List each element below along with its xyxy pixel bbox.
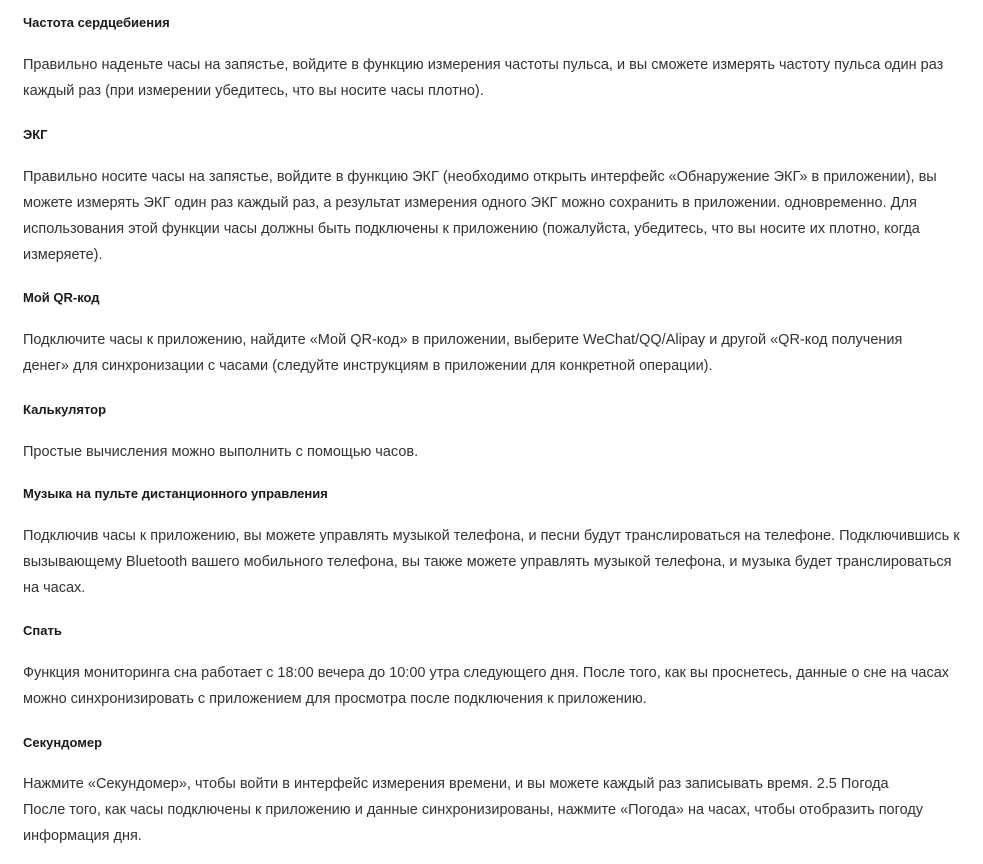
text-line: После того, как часы подключены к приложению и данные синхронизированы, нажмите «Погода» на часах, чтобы отобразить погоду: [23, 802, 924, 818]
section-heading-ecg: ЭКГ: [23, 127, 48, 142]
text-line: Простые вычисления можно выполнить с помощью часов.: [23, 444, 419, 460]
text-line: Правильно наденьте часы на запястье, войдите в функцию измерения частоты пульса, и вы сможете измерять частоту пульса один раз: [23, 57, 944, 73]
section-text-remote-music: [23, 523, 960, 601]
section-heading-calculator: Калькулятор: [23, 402, 107, 417]
text-line: можно синхронизировать с приложением для просмотра после подключения к приложению.: [23, 691, 647, 707]
section-text-heart-rate: [23, 52, 943, 104]
text-line: Правильно носите часы на запястье, войдите в функцию ЭКГ (необходимо открыть интерфейс «Обнаружение ЭКГ» в приложении), вы: [23, 169, 937, 185]
text-line: Подключите часы к приложению, найдите «Мой QR-код» в приложении, выберите WeChat/QQ/Alipay и другой «QR-код получения: [23, 332, 903, 348]
text-line: денег» для синхронизации с часами (следуйте инструкциям в приложении для конкретной операции).: [23, 358, 713, 374]
text-line: можете измерять ЭКГ один раз каждый раз, а результат измерения одного ЭКГ можно сохранить в приложении. одновременно. Для: [23, 195, 917, 211]
section-heading-remote-music: Музыка на пульте дистанционного управления: [23, 486, 328, 501]
text-line: использования этой функции часы должны быть подключены к приложению (пожалуйста, убедитесь, что вы носите их плотно, когда: [23, 221, 920, 237]
section-text-qr-code: [23, 327, 902, 379]
section-text-stopwatch: [23, 771, 923, 849]
text-line: каждый раз (при измерении убедитесь, что вы носите часы плотно).: [23, 83, 484, 99]
text-line: информация дня.: [23, 828, 142, 844]
section-heading-stopwatch: Секундомер: [23, 735, 103, 750]
section-heading-sleep: Спать: [23, 623, 62, 638]
text-line: Подключив часы к приложению, вы можете управлять музыкой телефона, и песни будут транслироваться на телефоне. Подключившись к: [23, 528, 960, 544]
section-text-sleep: [23, 660, 949, 712]
text-line: на часах.: [23, 580, 86, 596]
section-text-calculator: [23, 439, 418, 465]
section-text-ecg: [23, 164, 937, 268]
section-heading-heart-rate: Частота сердцебиения: [23, 15, 170, 30]
text-line: Нажмите «Секундомер», чтобы войти в интерфейс измерения времени, и вы можете каждый раз записывать время. 2.5 Погода: [23, 776, 889, 792]
text-line: Функция мониторинга сна работает с 18:00 вечера до 10:00 утра следующего дня. После того, как вы проснетесь, данные о сне на часах: [23, 665, 950, 681]
text-line: вызывающему Bluetooth вашего мобильного телефона, вы также можете управлять музыкой телефона, и музыка будет транслироваться: [23, 554, 952, 570]
text-line: измеряете).: [23, 247, 103, 263]
section-heading-qr-code: Мой QR-код: [23, 290, 100, 305]
